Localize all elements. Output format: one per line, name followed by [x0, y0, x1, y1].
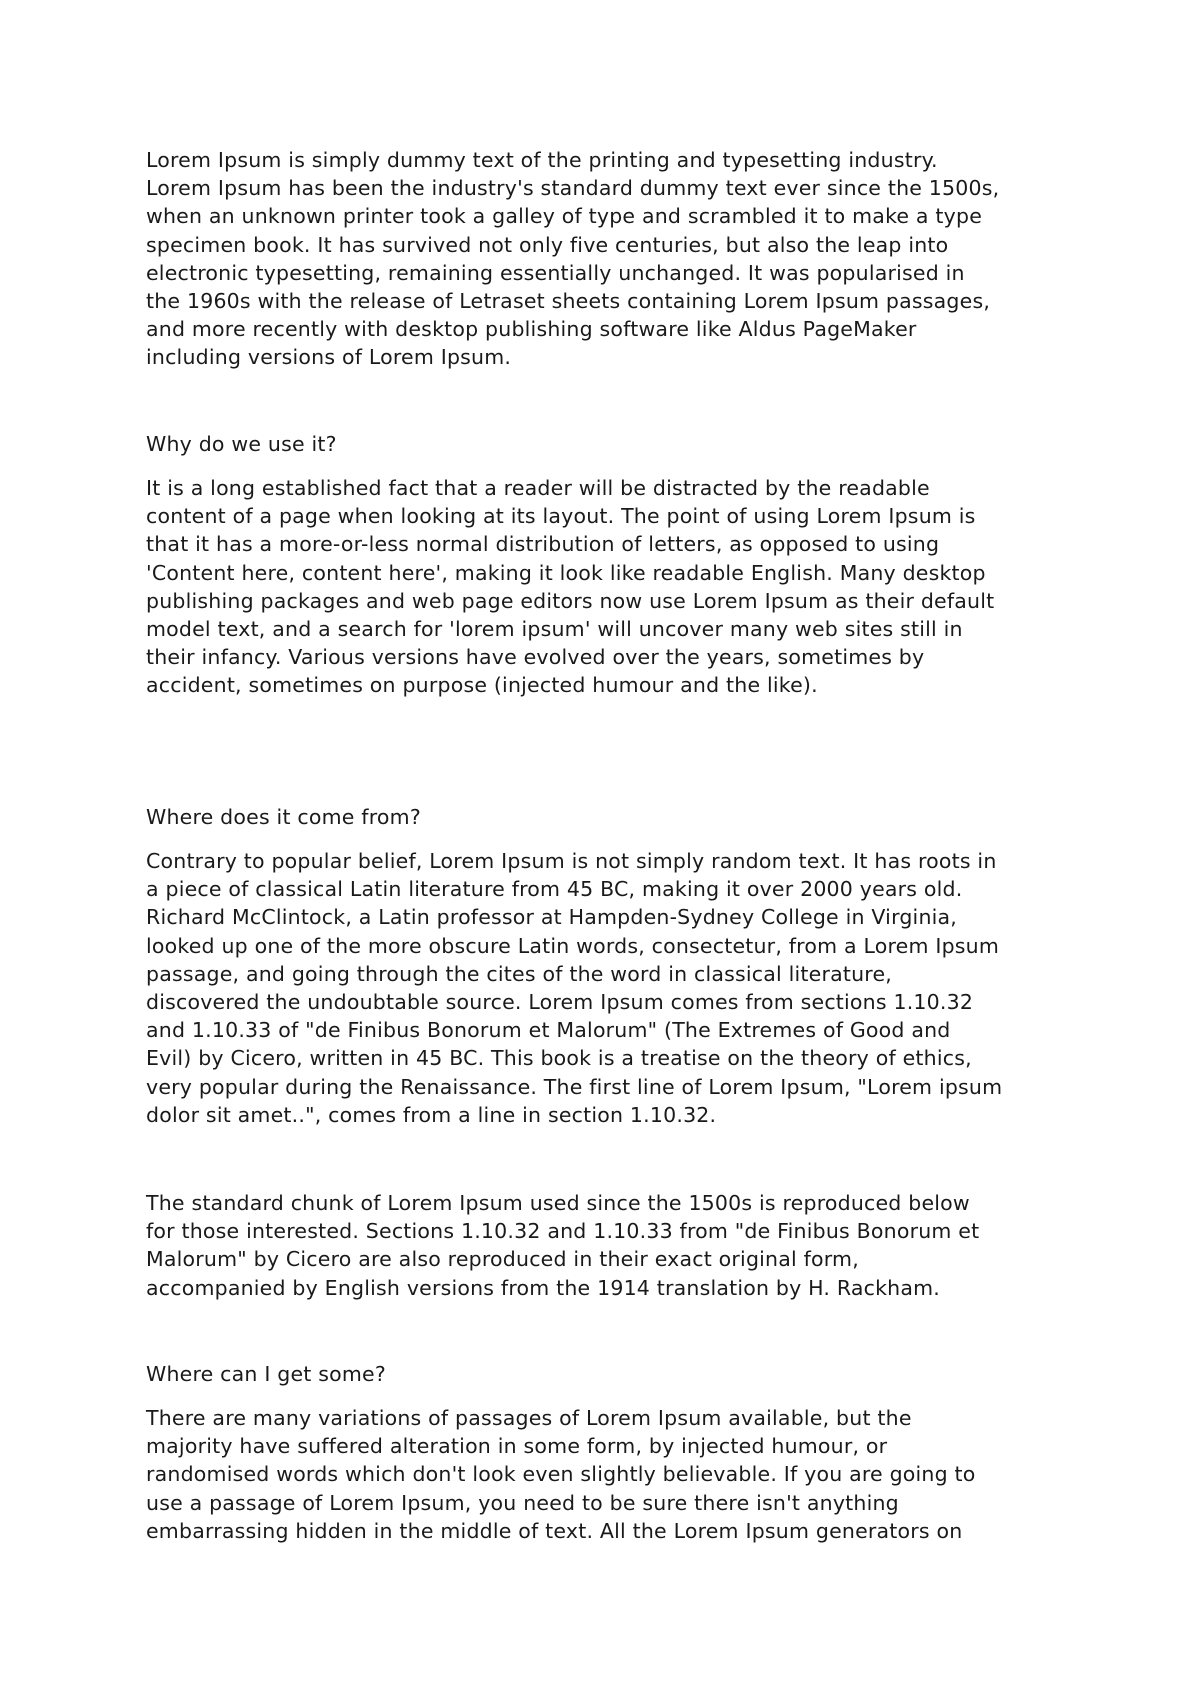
intro-paragraph: Lorem Ipsum is simply dummy text of the printing and typesetting industry. Lorem Ipsum has been the industry's standard dummy text ever since the 1500s, when an unknown printer took a galley of type and scrambled it to make a type specimen book. It has survived not only five centuries, but also the leap into electronic typesetting, remaining essentially unchanged. It was popularised in the 1960s with the release of Letraset sheets containing Lorem Ipsum passages, and more recently with desktop publishing software like Aldus PageMaker including versions of Lorem Ipsum. [146, 148, 1000, 370]
standard-chunk-paragraph: The standard chunk of Lorem Ipsum used since the 1500s is reproduced below for those interested. Sections 1.10.32 and 1.10.33 from "de Finibus Bonorum et Malorum" by Cicero are also reproduced in their exact original form, accompanied by English versions from the 1914 translation by H. Rackham. [146, 1191, 980, 1300]
where-get-paragraph: There are many variations of passages of Lorem Ipsum available, but the majority have suffered alteration in some form, by injected humour, or randomised words which don't look even slightly believable. If you are going to use a passage of Lorem Ipsum, you need to be sure there isn't anything embarrassing hidden in the middle of text. All the Lorem Ipsum generators on [146, 1406, 976, 1543]
where-from-heading: Where does it come from? [146, 805, 421, 829]
where-from-paragraph: Contrary to popular belief, Lorem Ipsum is not simply random text. It has roots in a piece of classical Latin literature from 45 BC, making it over 2000 years old. Richard McClintock, a Latin professor at Hampden-Sydney College in Virginia, looked up one of the more obscure Latin words, consectetur, from a Lorem Ipsum passage, and going through the cites of the word in classical literature, discovered the undoubtable source. Lorem Ipsum comes from sections 1.10.32 and 1.10.33 of "de Finibus Bonorum et Malorum" (The Extremes of Good and Evil) by Cicero, written in 45 BC. This book is a treatise on the theory of ethics, very popular during the Renaissance. The first line of Lorem Ipsum, "Lorem ipsum dolor sit amet..", comes from a line in section 1.10.32. [146, 849, 1003, 1127]
why-heading: Why do we use it? [146, 432, 337, 456]
why-paragraph: It is a long established fact that a reader will be distracted by the readable content of a page when looking at its layout. The point of using Lorem Ipsum is that it has a more-or-less normal distribution of letters, as opposed to using 'Content here, content here', making it look like readable English. Many desktop publishing packages and web page editors now use Lorem Ipsum as their default model text, and a search for 'lorem ipsum' will uncover many web sites still in their infancy. Various versions have evolved over the years, sometimes by accident, sometimes on purpose (injected humour and the like). [146, 476, 995, 698]
where-get-heading: Where can I get some? [146, 1362, 386, 1386]
